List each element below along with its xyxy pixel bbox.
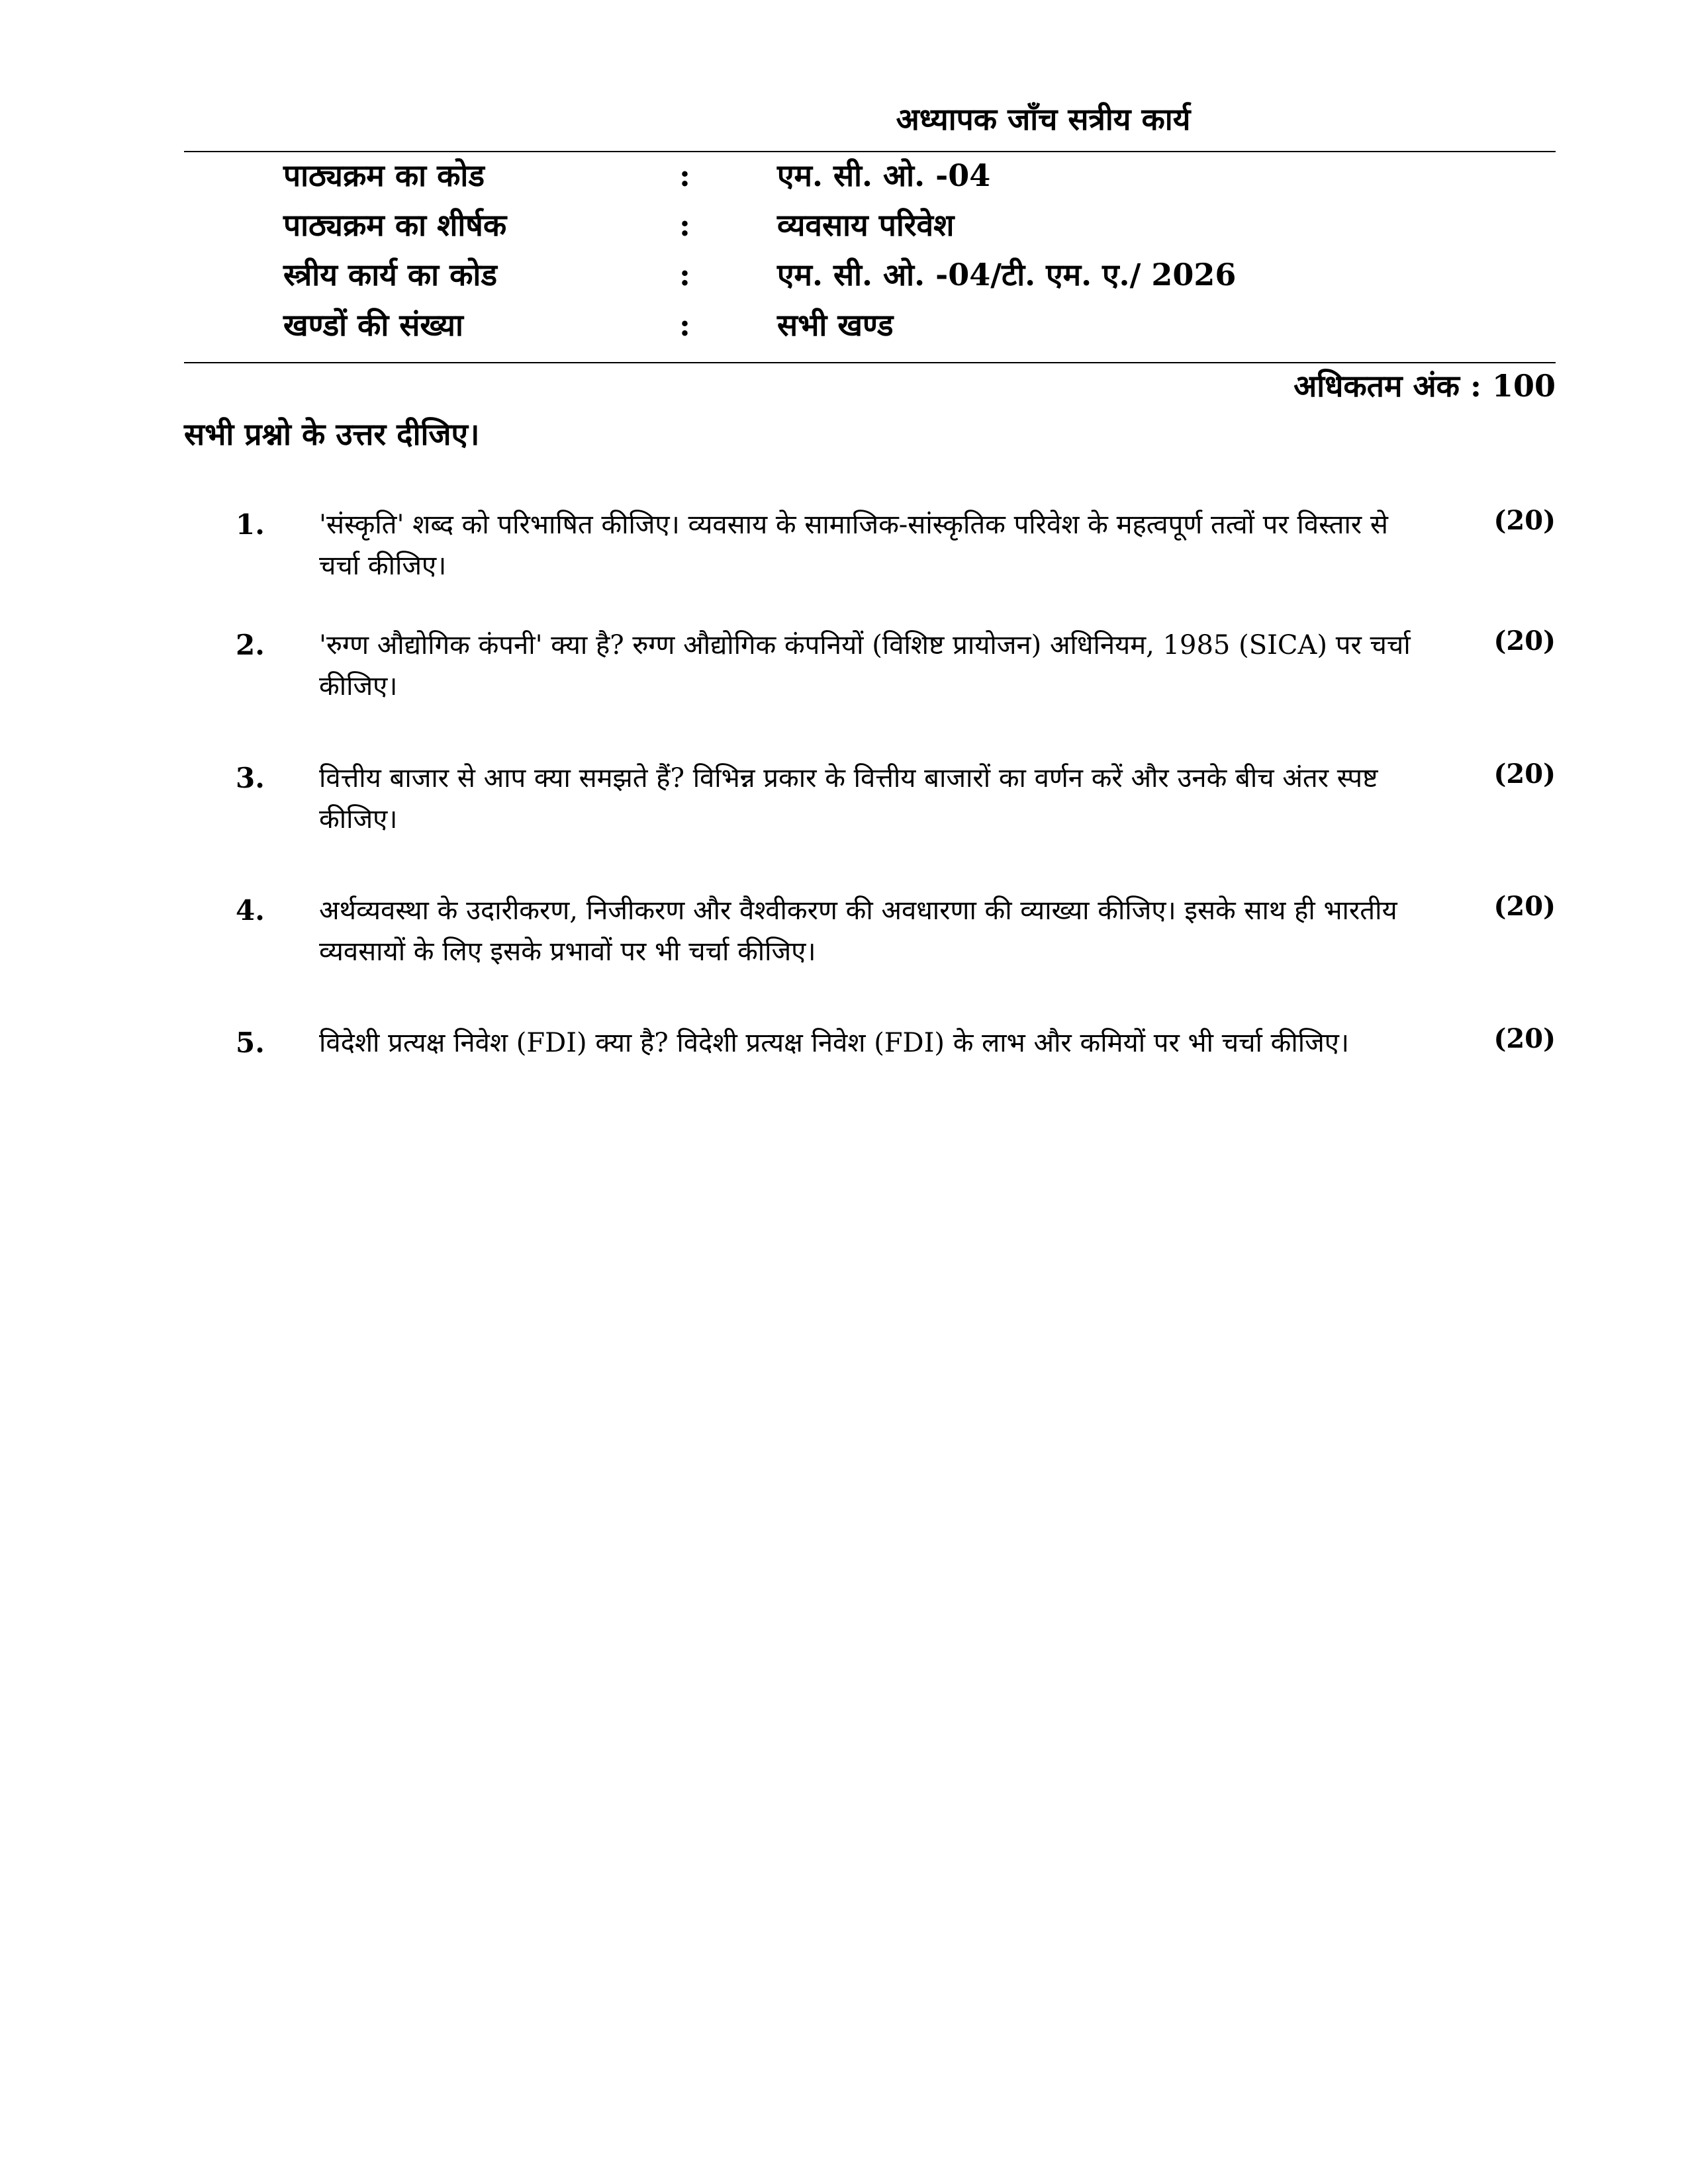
question-text: विदेशी प्रत्यक्ष निवेश (FDI) क्या है? विदेशी प्रत्यक्ष निवेश (FDI) के लाभ और कमियों पर भी चर्चा कीजिए। bbox=[319, 1028, 1350, 1058]
question-text: 'रुग्ण औद्योगिक कंपनी' क्या है? रुग्ण औद्योगिक कंपनियों (विशिष्ट प्रायोजन) अधिनियम, 1985 (SICA) पर चर्चा कीजिए। bbox=[319, 630, 1411, 702]
info-colon: : bbox=[679, 207, 690, 243]
info-value: व्यवसाय परिवेश bbox=[777, 207, 955, 243]
header-top-divider bbox=[184, 151, 1556, 152]
info-colon: : bbox=[679, 307, 690, 343]
instruction: सभी प्रश्नो के उत्तर दीजिए। bbox=[184, 416, 480, 452]
info-label: पाठ्यक्रम का कोड bbox=[283, 158, 485, 193]
info-colon: : bbox=[679, 158, 690, 193]
question-marks: (20) bbox=[1493, 1023, 1556, 1054]
question-text: 'संस्कृति' शब्द को परिभाषित कीजिए। व्यवसाय के सामाजिक-सांस्कृतिक परिवेश के महत्वपूर्ण तत्वों पर विस्तार से चर्चा कीजिए। bbox=[319, 510, 1388, 581]
question-marks: (20) bbox=[1493, 625, 1556, 657]
question-number: 2. bbox=[236, 629, 265, 661]
info-label: स्त्रीय कार्य का कोड bbox=[283, 257, 497, 293]
question-number: 3. bbox=[236, 762, 265, 794]
question-text: वित्तीय बाजार से आप क्या समझते हैं? विभिन्न प्रकार के वित्तीय बाजारों का वर्णन करें और उनके बीच अंतर स्पष्ट कीजिए। bbox=[319, 763, 1378, 835]
question-marks: (20) bbox=[1493, 505, 1556, 536]
page-title: अध्यापक जाँच सत्रीय कार्य bbox=[896, 101, 1191, 137]
question-number: 1. bbox=[236, 508, 265, 541]
question-number: 5. bbox=[236, 1026, 265, 1059]
question-marks: (20) bbox=[1493, 891, 1556, 922]
question-marks: (20) bbox=[1493, 758, 1556, 790]
info-label: पाठ्यक्रम का शीर्षक bbox=[283, 207, 507, 243]
info-label: खण्डों की संख्या bbox=[283, 307, 463, 343]
info-value: सभी खण्ड bbox=[777, 307, 894, 343]
info-value: एम. सी. ओ. -04 bbox=[777, 158, 991, 193]
question-number: 4. bbox=[236, 894, 265, 927]
info-value: एम. सी. ओ. -04/टी. एम. ए./ 2026 bbox=[777, 257, 1237, 293]
max-marks: अधिकतम अंक : 100 bbox=[1293, 368, 1556, 404]
info-colon: : bbox=[679, 257, 690, 293]
header-bottom-divider bbox=[184, 362, 1556, 363]
question-text: अर्थव्यवस्था के उदारीकरण, निजीकरण और वैश्वीकरण की अवधारणा की व्याख्या कीजिए। इसके साथ ही भारतीय व्यवसायों के लिए इसके प्रभावों पर भी चर्चा कीजिए। bbox=[319, 895, 1397, 967]
